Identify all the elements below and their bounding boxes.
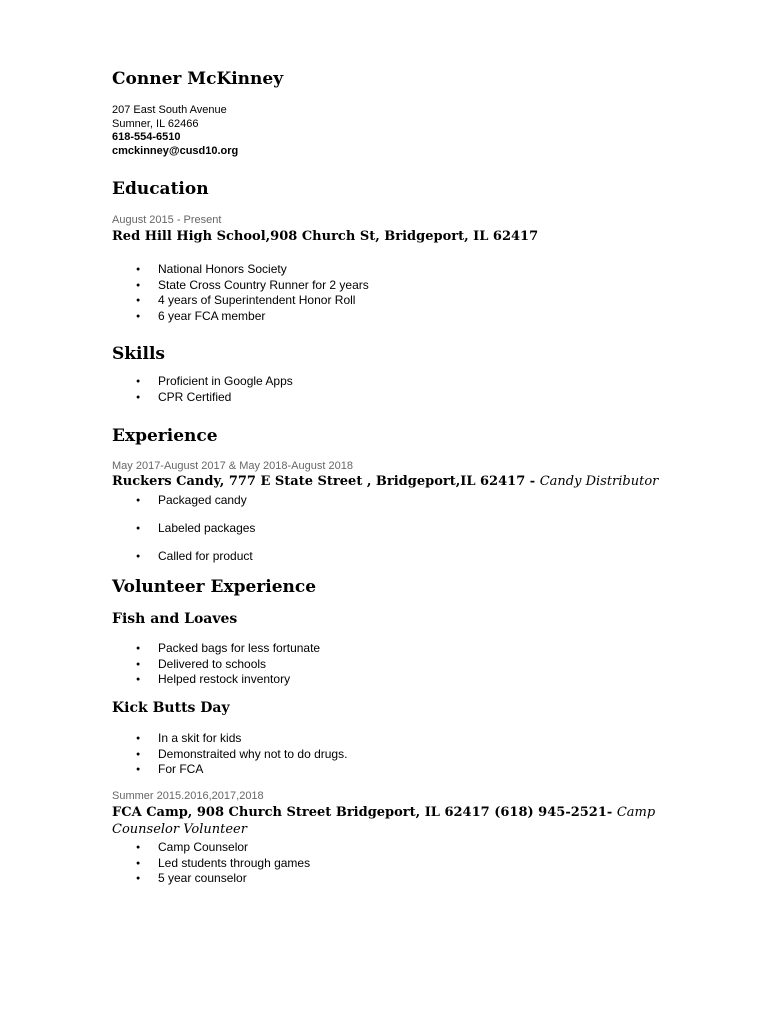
email-address: cmckinney@cusd10.org — [112, 144, 239, 157]
education-list — [112, 262, 369, 324]
list-item: ● In a skit for kids — [112, 731, 347, 747]
education-date: August 2015 - Present — [112, 214, 222, 226]
list-item: ● 5 year counselor — [112, 871, 310, 887]
address-line-1: 207 East South Avenue — [112, 104, 227, 116]
volunteer-org3-separator: - — [606, 805, 617, 820]
list-item: ● Packed bags for less fortunate — [112, 641, 320, 657]
list-item: ● National Honors Society — [112, 262, 369, 278]
volunteer-org2-list — [112, 731, 347, 778]
list-item: ● CPR Certified — [112, 390, 293, 406]
volunteer-org-title: Fish and Loaves — [112, 611, 238, 627]
address-line-2: Sumner, IL 62466 — [112, 117, 199, 130]
list-item: ● Called for product — [112, 549, 255, 577]
experience-list — [112, 493, 255, 577]
volunteer-org3-list — [112, 840, 310, 887]
list-item: ● Delivered to schools — [112, 657, 320, 673]
list-item: ● Packaged candy — [112, 493, 255, 521]
volunteer-org1-list — [112, 641, 320, 688]
list-item: ● For FCA — [112, 762, 347, 778]
contact-block — [112, 104, 238, 158]
volunteer-org3-date: Summer 2015.2016,2017,2018 — [112, 790, 264, 802]
volunteer-org3-title: FCA Camp, 908 Church Street Bridgeport, IL 62417 (618) 945-2521 — [112, 805, 607, 820]
experience-employer: Ruckers Candy, 777 E State Street , Bridgeport,IL 62417 — [112, 474, 526, 489]
volunteer-org3-role: Camp Counselor Volunteer — [112, 805, 656, 837]
skills-list — [112, 374, 293, 405]
list-item: ● Labeled packages — [112, 521, 255, 549]
list-item: ● 4 years of Superintendent Honor Roll — [112, 293, 369, 309]
list-item: ● Demonstraited why not to do drugs. — [112, 747, 347, 763]
education-school: Red Hill High School,908 Church St, Bridgeport, IL 62417 — [112, 229, 539, 244]
experience-separator: - — [525, 474, 540, 489]
list-item: ● Proficient in Google Apps — [112, 374, 293, 390]
list-item: ● Helped restock inventory — [112, 672, 320, 688]
resume-name: Conner McKinney — [112, 69, 284, 89]
list-item: ● 6 year FCA member — [112, 309, 369, 325]
list-item: ● Led students through games — [112, 856, 310, 872]
list-item: ● State Cross Country Runner for 2 years — [112, 278, 369, 294]
experience-heading: Experience — [112, 426, 218, 446]
volunteer-org3-entry — [112, 804, 672, 838]
volunteer-org-title: Kick Butts Day — [112, 700, 230, 716]
volunteer-heading: Volunteer Experience — [112, 577, 317, 597]
education-heading: Education — [112, 179, 209, 199]
list-item: ● Camp Counselor — [112, 840, 310, 856]
experience-role: Candy Distributor — [539, 474, 659, 489]
experience-entry — [112, 474, 658, 489]
phone-number: 618-554-6510 — [112, 131, 181, 143]
skills-heading: Skills — [112, 344, 166, 364]
experience-date: May 2017-August 2017 & May 2018-August 2018 — [112, 460, 353, 472]
